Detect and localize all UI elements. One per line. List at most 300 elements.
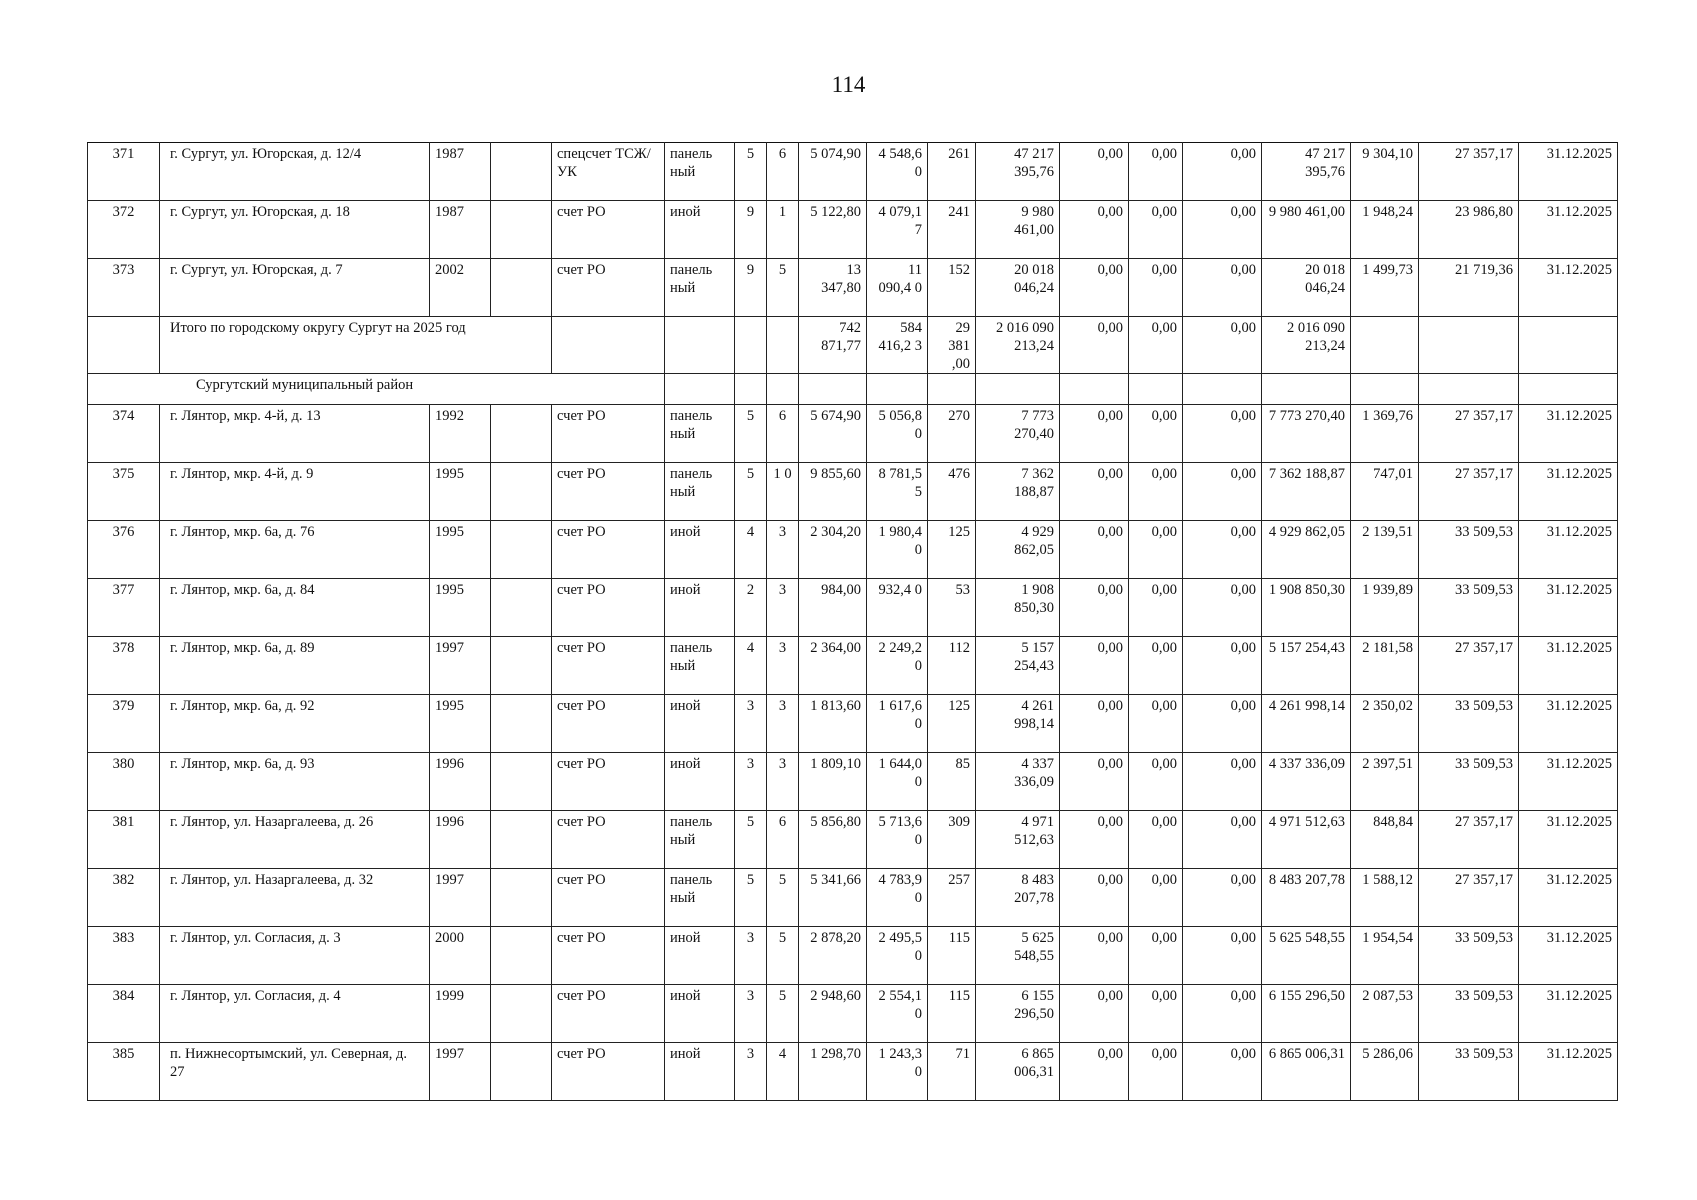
residents-cell: 71	[928, 1043, 976, 1101]
owner-funds-cell: 8 483 207,78	[1262, 869, 1351, 927]
fund-2-cell: 0,00	[1129, 753, 1183, 811]
cost-limit-cell: 33 509,53	[1419, 695, 1519, 753]
fund-1-cell: 0,00	[1060, 869, 1129, 927]
address-cell: г. Лянтор, ул. Согласия, д. 4	[160, 985, 430, 1043]
repair-cost-cell: 47 217 395,76	[976, 143, 1060, 201]
living-area-cell: 1 980,4 0	[867, 521, 928, 579]
fund-2-cell: 0,00	[1129, 1043, 1183, 1101]
cost-per-sqm-cell: 2 397,51	[1351, 753, 1419, 811]
entrances-cell: 6	[767, 405, 799, 463]
living-area-cell: 2 554,1 0	[867, 985, 928, 1043]
total-area-cell: 9 855,60	[799, 463, 867, 521]
total-area-cell: 5 074,90	[799, 143, 867, 201]
cost-limit-cell: 27 357,17	[1419, 463, 1519, 521]
account-type-cell: счет РО	[552, 927, 665, 985]
fund-1-cell: 0,00	[1060, 463, 1129, 521]
wall-material-cell: иной	[665, 985, 735, 1043]
wall-material-cell: панель ный	[665, 405, 735, 463]
row-number-cell: 385	[88, 1043, 160, 1101]
blank-cell	[491, 927, 552, 985]
cost-per-sqm-cell: 1 369,76	[1351, 405, 1419, 463]
floors-cell: 5	[735, 811, 767, 869]
total-f4: 2 016 090 213,24	[1262, 317, 1351, 374]
repair-cost-cell: 7 773 270,40	[976, 405, 1060, 463]
residents-cell: 115	[928, 927, 976, 985]
fund-3-cell: 0,00	[1183, 869, 1262, 927]
address-cell: г. Лянтор, мкр. 4-й, д. 13	[160, 405, 430, 463]
deadline-cell: 31.12.2025	[1519, 463, 1618, 521]
repair-cost-cell: 4 261 998,14	[976, 695, 1060, 753]
build-year-cell: 1997	[430, 869, 491, 927]
total-area-cell: 5 341,66	[799, 869, 867, 927]
row-number-cell: 374	[88, 405, 160, 463]
table-row	[88, 985, 1618, 1043]
cost-per-sqm-cell: 2 087,53	[1351, 985, 1419, 1043]
wall-material-cell: иной	[665, 201, 735, 259]
fund-1-cell: 0,00	[1060, 927, 1129, 985]
owner-funds-cell: 6 155 296,50	[1262, 985, 1351, 1043]
table-row	[88, 1043, 1618, 1101]
fund-3-cell: 0,00	[1183, 579, 1262, 637]
cost-per-sqm-cell: 1 948,24	[1351, 201, 1419, 259]
build-year-cell: 1995	[430, 521, 491, 579]
address-cell: г. Лянтор, ул. Согласия, д. 3	[160, 927, 430, 985]
total-area-cell: 2 304,20	[799, 521, 867, 579]
fund-3-cell: 0,00	[1183, 695, 1262, 753]
floors-cell: 3	[735, 695, 767, 753]
page-number: 114	[831, 72, 866, 97]
fund-1-cell: 0,00	[1060, 579, 1129, 637]
total-area-cell: 5 674,90	[799, 405, 867, 463]
fund-1-cell: 0,00	[1060, 637, 1129, 695]
entrances-cell: 3	[767, 637, 799, 695]
owner-funds-cell: 5 625 548,55	[1262, 927, 1351, 985]
entrances-cell: 6	[767, 811, 799, 869]
row-number-cell: 373	[88, 259, 160, 317]
living-area-cell: 5 713,6 0	[867, 811, 928, 869]
row-number-cell: 382	[88, 869, 160, 927]
fund-3-cell: 0,00	[1183, 637, 1262, 695]
address-cell: г. Лянтор, мкр. 6а, д. 84	[160, 579, 430, 637]
owner-funds-cell: 5 157 254,43	[1262, 637, 1351, 695]
fund-3-cell: 0,00	[1183, 753, 1262, 811]
row-number-cell: 376	[88, 521, 160, 579]
fund-3-cell: 0,00	[1183, 927, 1262, 985]
repair-cost-cell: 8 483 207,78	[976, 869, 1060, 927]
build-year-cell: 1997	[430, 1043, 491, 1101]
build-year-cell: 1999	[430, 985, 491, 1043]
living-area-cell: 4 079,1 7	[867, 201, 928, 259]
build-year-cell: 1996	[430, 811, 491, 869]
address-cell: г. Лянтор, ул. Назаргалеева, д. 26	[160, 811, 430, 869]
table-row	[88, 637, 1618, 695]
cost-limit-cell: 33 509,53	[1419, 579, 1519, 637]
living-area-cell: 2 495,5 0	[867, 927, 928, 985]
floors-cell: 4	[735, 637, 767, 695]
wall-material-cell: иной	[665, 521, 735, 579]
total-f2: 0,00	[1129, 317, 1183, 374]
floors-cell: 2	[735, 579, 767, 637]
cost-limit-cell: 27 357,17	[1419, 405, 1519, 463]
wall-material-cell: панель ный	[665, 463, 735, 521]
blank-cell	[491, 463, 552, 521]
floors-cell: 9	[735, 259, 767, 317]
housing-register-table	[87, 142, 1618, 1101]
section-title: Сургутский муниципальный район	[88, 374, 665, 405]
table-row	[88, 143, 1618, 201]
cost-limit-cell: 27 357,17	[1419, 143, 1519, 201]
table-row	[88, 259, 1618, 317]
build-year-cell: 1995	[430, 695, 491, 753]
fund-1-cell: 0,00	[1060, 811, 1129, 869]
entrances-cell: 3	[767, 521, 799, 579]
fund-1-cell: 0,00	[1060, 695, 1129, 753]
entrances-cell: 3	[767, 579, 799, 637]
deadline-cell: 31.12.2025	[1519, 405, 1618, 463]
account-type-cell: спецсчет ТСЖ/УК	[552, 143, 665, 201]
fund-2-cell: 0,00	[1129, 811, 1183, 869]
fund-3-cell: 0,00	[1183, 201, 1262, 259]
owner-funds-cell: 9 980 461,00	[1262, 201, 1351, 259]
total-area1: 742 871,77	[799, 317, 867, 374]
blank-cell	[491, 869, 552, 927]
total-area-cell: 5 122,80	[799, 201, 867, 259]
residents-cell: 309	[928, 811, 976, 869]
entrances-cell: 5	[767, 869, 799, 927]
account-type-cell: счет РО	[552, 985, 665, 1043]
total-area-cell: 2 948,60	[799, 985, 867, 1043]
deadline-cell: 31.12.2025	[1519, 927, 1618, 985]
deadline-cell: 31.12.2025	[1519, 811, 1618, 869]
row-number-cell: 375	[88, 463, 160, 521]
account-type-cell: счет РО	[552, 753, 665, 811]
account-type-cell: счет РО	[552, 695, 665, 753]
deadline-cell: 31.12.2025	[1519, 1043, 1618, 1101]
total-area-cell: 984,00	[799, 579, 867, 637]
cost-limit-cell: 27 357,17	[1419, 811, 1519, 869]
row-number-cell: 371	[88, 143, 160, 201]
repair-cost-cell: 4 971 512,63	[976, 811, 1060, 869]
fund-1-cell: 0,00	[1060, 201, 1129, 259]
total-area2: 584 416,2 3	[867, 317, 928, 374]
fund-1-cell: 0,00	[1060, 753, 1129, 811]
build-year-cell: 1997	[430, 637, 491, 695]
cost-per-sqm-cell: 1 954,54	[1351, 927, 1419, 985]
fund-1-cell: 0,00	[1060, 259, 1129, 317]
blank-cell	[491, 259, 552, 317]
floors-cell: 3	[735, 753, 767, 811]
cost-per-sqm-cell: 5 286,06	[1351, 1043, 1419, 1101]
cost-limit-cell: 33 509,53	[1419, 753, 1519, 811]
account-type-cell: счет РО	[552, 259, 665, 317]
build-year-cell: 1987	[430, 143, 491, 201]
address-cell: п. Нижнесортымский, ул. Северная, д. 27	[160, 1043, 430, 1101]
repair-cost-cell: 1 908 850,30	[976, 579, 1060, 637]
cost-limit-cell: 33 509,53	[1419, 927, 1519, 985]
blank-cell	[491, 637, 552, 695]
table-row	[88, 869, 1618, 927]
address-cell: г. Сургут, ул. Югорская, д. 18	[160, 201, 430, 259]
total-ppl: 29 381 ,00	[928, 317, 976, 374]
entrances-cell: 1 0	[767, 463, 799, 521]
deadline-cell: 31.12.2025	[1519, 985, 1618, 1043]
total-area-cell: 1 298,70	[799, 1043, 867, 1101]
cost-per-sqm-cell: 1 939,89	[1351, 579, 1419, 637]
deadline-cell: 31.12.2025	[1519, 143, 1618, 201]
cost-limit-cell: 27 357,17	[1419, 869, 1519, 927]
row-number-cell: 380	[88, 753, 160, 811]
owner-funds-cell: 4 971 512,63	[1262, 811, 1351, 869]
owner-funds-cell: 4 929 862,05	[1262, 521, 1351, 579]
total-area-cell: 1 809,10	[799, 753, 867, 811]
table-row	[88, 811, 1618, 869]
wall-material-cell: панель ный	[665, 143, 735, 201]
build-year-cell: 2002	[430, 259, 491, 317]
table-row	[88, 579, 1618, 637]
row-number-cell: 384	[88, 985, 160, 1043]
living-area-cell: 932,4 0	[867, 579, 928, 637]
fund-1-cell: 0,00	[1060, 985, 1129, 1043]
address-cell: г. Лянтор, мкр. 6а, д. 76	[160, 521, 430, 579]
cost-per-sqm-cell: 1 588,12	[1351, 869, 1419, 927]
section-row	[88, 374, 1618, 405]
total-area-cell: 2 878,20	[799, 927, 867, 985]
fund-3-cell: 0,00	[1183, 985, 1262, 1043]
deadline-cell: 31.12.2025	[1519, 753, 1618, 811]
fund-2-cell: 0,00	[1129, 259, 1183, 317]
cost-per-sqm-cell: 848,84	[1351, 811, 1419, 869]
floors-cell: 9	[735, 201, 767, 259]
floors-cell: 5	[735, 143, 767, 201]
residents-cell: 261	[928, 143, 976, 201]
build-year-cell: 1996	[430, 753, 491, 811]
total-row	[88, 317, 1618, 374]
address-cell: г. Сургут, ул. Югорская, д. 12/4	[160, 143, 430, 201]
table-row	[88, 521, 1618, 579]
cost-limit-cell: 33 509,53	[1419, 521, 1519, 579]
table-row	[88, 201, 1618, 259]
repair-cost-cell: 6 865 006,31	[976, 1043, 1060, 1101]
build-year-cell: 1995	[430, 579, 491, 637]
account-type-cell: счет РО	[552, 405, 665, 463]
residents-cell: 152	[928, 259, 976, 317]
address-cell: г. Лянтор, мкр. 4-й, д. 9	[160, 463, 430, 521]
residents-cell: 125	[928, 695, 976, 753]
blank-cell	[491, 811, 552, 869]
address-cell: г. Лянтор, мкр. 6а, д. 92	[160, 695, 430, 753]
floors-cell: 4	[735, 521, 767, 579]
build-year-cell: 2000	[430, 927, 491, 985]
cost-per-sqm-cell: 747,01	[1351, 463, 1419, 521]
cost-limit-cell: 21 719,36	[1419, 259, 1519, 317]
total-label: Итого по городскому округу Сургут на 2025 год	[160, 317, 552, 374]
fund-1-cell: 0,00	[1060, 405, 1129, 463]
living-area-cell: 1 644,0 0	[867, 753, 928, 811]
fund-1-cell: 0,00	[1060, 1043, 1129, 1101]
address-cell: г. Сургут, ул. Югорская, д. 7	[160, 259, 430, 317]
fund-3-cell: 0,00	[1183, 259, 1262, 317]
table-row	[88, 695, 1618, 753]
wall-material-cell: иной	[665, 579, 735, 637]
fund-3-cell: 0,00	[1183, 405, 1262, 463]
cost-per-sqm-cell: 2 139,51	[1351, 521, 1419, 579]
residents-cell: 476	[928, 463, 976, 521]
living-area-cell: 4 548,6 0	[867, 143, 928, 201]
floors-cell: 5	[735, 405, 767, 463]
residents-cell: 85	[928, 753, 976, 811]
fund-3-cell: 0,00	[1183, 521, 1262, 579]
row-number-cell: 381	[88, 811, 160, 869]
repair-cost-cell: 4 929 862,05	[976, 521, 1060, 579]
residents-cell: 125	[928, 521, 976, 579]
wall-material-cell: панель ный	[665, 869, 735, 927]
build-year-cell: 1987	[430, 201, 491, 259]
entrances-cell: 3	[767, 695, 799, 753]
repair-cost-cell: 7 362 188,87	[976, 463, 1060, 521]
living-area-cell: 1 243,3 0	[867, 1043, 928, 1101]
owner-funds-cell: 7 773 270,40	[1262, 405, 1351, 463]
owner-funds-cell: 4 261 998,14	[1262, 695, 1351, 753]
fund-2-cell: 0,00	[1129, 869, 1183, 927]
total-area-cell: 5 856,80	[799, 811, 867, 869]
deadline-cell: 31.12.2025	[1519, 259, 1618, 317]
repair-cost-cell: 4 337 336,09	[976, 753, 1060, 811]
row-number-cell: 372	[88, 201, 160, 259]
fund-2-cell: 0,00	[1129, 463, 1183, 521]
living-area-cell: 8 781,5 5	[867, 463, 928, 521]
blank-cell	[491, 521, 552, 579]
owner-funds-cell: 6 865 006,31	[1262, 1043, 1351, 1101]
total-f3: 0,00	[1183, 317, 1262, 374]
fund-2-cell: 0,00	[1129, 695, 1183, 753]
living-area-cell: 11 090,4 0	[867, 259, 928, 317]
floors-cell: 3	[735, 927, 767, 985]
cost-per-sqm-cell: 2 181,58	[1351, 637, 1419, 695]
row-number-cell: 383	[88, 927, 160, 985]
cost-per-sqm-cell: 9 304,10	[1351, 143, 1419, 201]
total-area-cell: 13 347,80	[799, 259, 867, 317]
wall-material-cell: иной	[665, 1043, 735, 1101]
blank-cell	[491, 1043, 552, 1101]
total-area-cell: 1 813,60	[799, 695, 867, 753]
build-year-cell: 1995	[430, 463, 491, 521]
residents-cell: 257	[928, 869, 976, 927]
living-area-cell: 4 783,9 0	[867, 869, 928, 927]
total-cost: 2 016 090 213,24	[976, 317, 1060, 374]
row-number-cell: 379	[88, 695, 160, 753]
fund-2-cell: 0,00	[1129, 521, 1183, 579]
residents-cell: 270	[928, 405, 976, 463]
deadline-cell: 31.12.2025	[1519, 637, 1618, 695]
fund-3-cell: 0,00	[1183, 811, 1262, 869]
account-type-cell: счет РО	[552, 201, 665, 259]
fund-1-cell: 0,00	[1060, 143, 1129, 201]
fund-3-cell: 0,00	[1183, 143, 1262, 201]
total-area-cell: 2 364,00	[799, 637, 867, 695]
fund-3-cell: 0,00	[1183, 1043, 1262, 1101]
fund-2-cell: 0,00	[1129, 143, 1183, 201]
fund-1-cell: 0,00	[1060, 521, 1129, 579]
wall-material-cell: панель ный	[665, 259, 735, 317]
fund-2-cell: 0,00	[1129, 985, 1183, 1043]
floors-cell: 3	[735, 985, 767, 1043]
account-type-cell: счет РО	[552, 869, 665, 927]
table-row	[88, 463, 1618, 521]
address-cell: г. Лянтор, мкр. 6а, д. 89	[160, 637, 430, 695]
cost-per-sqm-cell: 2 350,02	[1351, 695, 1419, 753]
repair-cost-cell: 5 625 548,55	[976, 927, 1060, 985]
account-type-cell: счет РО	[552, 811, 665, 869]
living-area-cell: 5 056,8 0	[867, 405, 928, 463]
living-area-cell: 2 249,2 0	[867, 637, 928, 695]
living-area-cell: 1 617,6 0	[867, 695, 928, 753]
entrances-cell: 5	[767, 259, 799, 317]
cost-limit-cell: 27 357,17	[1419, 637, 1519, 695]
account-type-cell: счет РО	[552, 1043, 665, 1101]
blank-cell	[491, 405, 552, 463]
owner-funds-cell: 1 908 850,30	[1262, 579, 1351, 637]
entrances-cell: 4	[767, 1043, 799, 1101]
account-type-cell: счет РО	[552, 463, 665, 521]
entrances-cell: 1	[767, 201, 799, 259]
cost-limit-cell: 33 509,53	[1419, 985, 1519, 1043]
blank-cell	[491, 695, 552, 753]
blank-cell	[491, 143, 552, 201]
entrances-cell: 3	[767, 753, 799, 811]
floors-cell: 3	[735, 1043, 767, 1101]
entrances-cell: 5	[767, 985, 799, 1043]
build-year-cell: 1992	[430, 405, 491, 463]
cost-limit-cell: 23 986,80	[1419, 201, 1519, 259]
address-cell: г. Лянтор, ул. Назаргалеева, д. 32	[160, 869, 430, 927]
total-num-cell	[88, 317, 160, 374]
fund-2-cell: 0,00	[1129, 927, 1183, 985]
fund-2-cell: 0,00	[1129, 637, 1183, 695]
wall-material-cell: панель ный	[665, 637, 735, 695]
repair-cost-cell: 20 018 046,24	[976, 259, 1060, 317]
residents-cell: 112	[928, 637, 976, 695]
blank-cell	[491, 753, 552, 811]
owner-funds-cell: 20 018 046,24	[1262, 259, 1351, 317]
address-cell: г. Лянтор, мкр. 6а, д. 93	[160, 753, 430, 811]
blank-cell	[491, 579, 552, 637]
table-row	[88, 405, 1618, 463]
repair-cost-cell: 6 155 296,50	[976, 985, 1060, 1043]
owner-funds-cell: 7 362 188,87	[1262, 463, 1351, 521]
entrances-cell: 5	[767, 927, 799, 985]
deadline-cell: 31.12.2025	[1519, 869, 1618, 927]
row-number-cell: 378	[88, 637, 160, 695]
total-f1: 0,00	[1060, 317, 1129, 374]
entrances-cell: 6	[767, 143, 799, 201]
wall-material-cell: иной	[665, 927, 735, 985]
table-row	[88, 927, 1618, 985]
floors-cell: 5	[735, 463, 767, 521]
repair-cost-cell: 9 980 461,00	[976, 201, 1060, 259]
blank-cell	[491, 201, 552, 259]
blank-cell	[491, 985, 552, 1043]
wall-material-cell: иной	[665, 753, 735, 811]
deadline-cell: 31.12.2025	[1519, 695, 1618, 753]
account-type-cell: счет РО	[552, 579, 665, 637]
cost-limit-cell: 33 509,53	[1419, 1043, 1519, 1101]
residents-cell: 115	[928, 985, 976, 1043]
fund-2-cell: 0,00	[1129, 201, 1183, 259]
fund-2-cell: 0,00	[1129, 405, 1183, 463]
owner-funds-cell: 4 337 336,09	[1262, 753, 1351, 811]
deadline-cell: 31.12.2025	[1519, 579, 1618, 637]
account-type-cell: счет РО	[552, 637, 665, 695]
